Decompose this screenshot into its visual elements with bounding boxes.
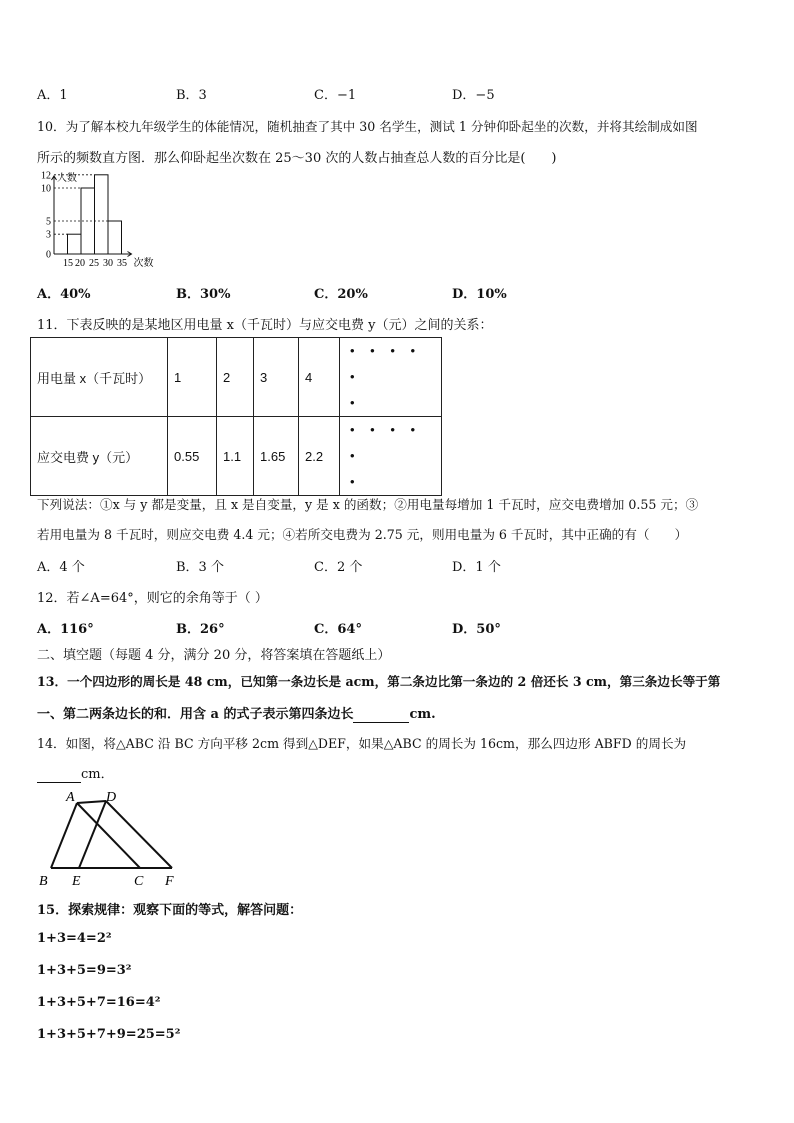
- table-cell-ellipsis: [340, 417, 442, 496]
- answer-blank[interactable]: [37, 767, 81, 783]
- q11-desc1: 下列说法：①x 与 y 都是变量，且 x 是自变量，y 是 x 的函数；②用电量每增加 1 千瓦时，应交电费增加 0.55 元；③: [37, 497, 699, 512]
- option-c: C．2 个: [314, 560, 363, 575]
- q14-line2: [37, 763, 114, 783]
- y-tick-label: 12: [41, 170, 51, 182]
- row-header-usage: 用电量 x（千瓦时）: [31, 338, 168, 417]
- table-cell-ellipsis: [340, 338, 442, 417]
- table-cell: 2.2: [299, 417, 340, 496]
- q13-line2: [37, 703, 436, 723]
- q14-line1: 14．如图，将△ABC 沿 BC 方向平移 2cm 得到△DEF，如果△ABC 的周长为 16cm，那么四边形 ABFD 的周长为: [37, 736, 687, 751]
- q12-stem: 12．若∠A=64°，则它的余角等于（ ）: [37, 591, 268, 606]
- table-cell: 0.55: [168, 417, 217, 496]
- option-c: C．20%: [314, 287, 368, 302]
- table-cell: 3: [254, 338, 299, 417]
- option-d: D．50°: [452, 622, 501, 637]
- option-d: D．−5: [452, 88, 495, 103]
- point-label-e: E: [72, 874, 81, 888]
- q10-line2: 所示的频数直方图．那么仰卧起坐次数在 25～30 次的人数占抽查总人数的百分比是( ): [37, 151, 557, 166]
- row-header-fee: 应交电费 y（元）: [31, 417, 168, 496]
- q11-stem: 11．下表反映的是某地区用电量 x（千瓦时）与应交电费 y（元）之间的关系：: [37, 318, 493, 333]
- q10-line1: 10．为了解本校九年级学生的体能情况，随机抽查了其中 30 名学生，测试 1 分钟仰卧起坐的次数，并将其绘制成如图: [37, 119, 698, 134]
- x-tick-label: 20: [75, 258, 85, 269]
- point-label-a: A: [66, 790, 75, 805]
- option-a: A．40%: [37, 287, 91, 302]
- histogram-bar: [68, 234, 82, 254]
- y-tick-label: 5: [46, 216, 51, 228]
- table-cell: 4: [299, 338, 340, 417]
- ellipsis-dot: •: [350, 474, 361, 489]
- translation-figure: [34, 786, 184, 888]
- equation: 1+3+5+7=16=4²: [37, 995, 161, 1010]
- option-b: B．3 个: [176, 560, 224, 575]
- x-tick-label: 15: [63, 258, 73, 269]
- electricity-table: [30, 337, 442, 496]
- q14-unit: cm．: [81, 767, 114, 782]
- x-tick-label: 30: [103, 258, 113, 269]
- table-cell: 2: [217, 338, 254, 417]
- option-b: B．30%: [176, 287, 231, 302]
- point-label-f: F: [165, 874, 174, 888]
- histogram-bar: [108, 221, 122, 254]
- y-tick-label: 0: [46, 249, 51, 261]
- table-cell: 1.1: [217, 417, 254, 496]
- section-heading: 二、填空题（每题 4 分，满分 20 分，将答案填在答题纸上）: [37, 648, 391, 663]
- y-tick-label: 3: [46, 229, 51, 241]
- x-tick-label: 25: [89, 258, 99, 269]
- equation: 1+3+5=9=3²: [37, 963, 132, 978]
- point-label-d: D: [106, 790, 117, 805]
- q13-line1: 13．一个四边形的周长是 48 cm，已知第一条边长是 acm，第二条边比第一条边的 2 倍还长 3 cm，第三条边长等于第: [37, 674, 721, 689]
- histogram-chart: [28, 168, 178, 272]
- x-tick-label: 35: [117, 258, 127, 269]
- table-cell: 1.65: [254, 417, 299, 496]
- x-axis-label: 次数: [133, 258, 154, 269]
- equation: 1+3+5+7+9=25=5²: [37, 1027, 181, 1042]
- option-a: A．4 个: [37, 560, 85, 575]
- option-a: A．1: [37, 88, 68, 103]
- equation: 1+3=4=2²: [37, 931, 112, 946]
- option-d: D．1 个: [452, 560, 501, 575]
- point-label-c: C: [134, 874, 144, 888]
- y-axis-label: 人数: [57, 173, 77, 184]
- q13-unit: cm.: [409, 707, 436, 722]
- option-b: B．3: [176, 88, 207, 103]
- point-label-b: B: [39, 874, 48, 888]
- y-tick-label: 10: [41, 183, 51, 195]
- q13-line2-text: 一、第二两条边长的和．用含 a 的式子表示第四条边长: [37, 707, 354, 722]
- answer-blank[interactable]: [353, 707, 409, 723]
- ellipsis-dot: •: [350, 395, 361, 410]
- ellipsis-dots: • • • • •: [350, 343, 422, 384]
- option-d: D．10%: [452, 287, 507, 302]
- table-cell: 1: [168, 338, 217, 417]
- histogram-bar: [95, 175, 109, 254]
- option-a: A．116°: [37, 622, 94, 637]
- q11-desc2: 若用电量为 8 千瓦时，则应交电费 4.4 元；④若所交电费为 2.75 元，则用电量为 6 千瓦时，其中正确的有（ ）: [37, 527, 688, 542]
- ellipsis-dots: • • • • •: [350, 422, 422, 463]
- option-c: C．64°: [314, 622, 362, 637]
- q15-stem: 15．探索规律：观察下面的等式，解答问题：: [37, 903, 303, 918]
- option-b: B．26°: [176, 622, 225, 637]
- option-c: C．−1: [314, 88, 357, 103]
